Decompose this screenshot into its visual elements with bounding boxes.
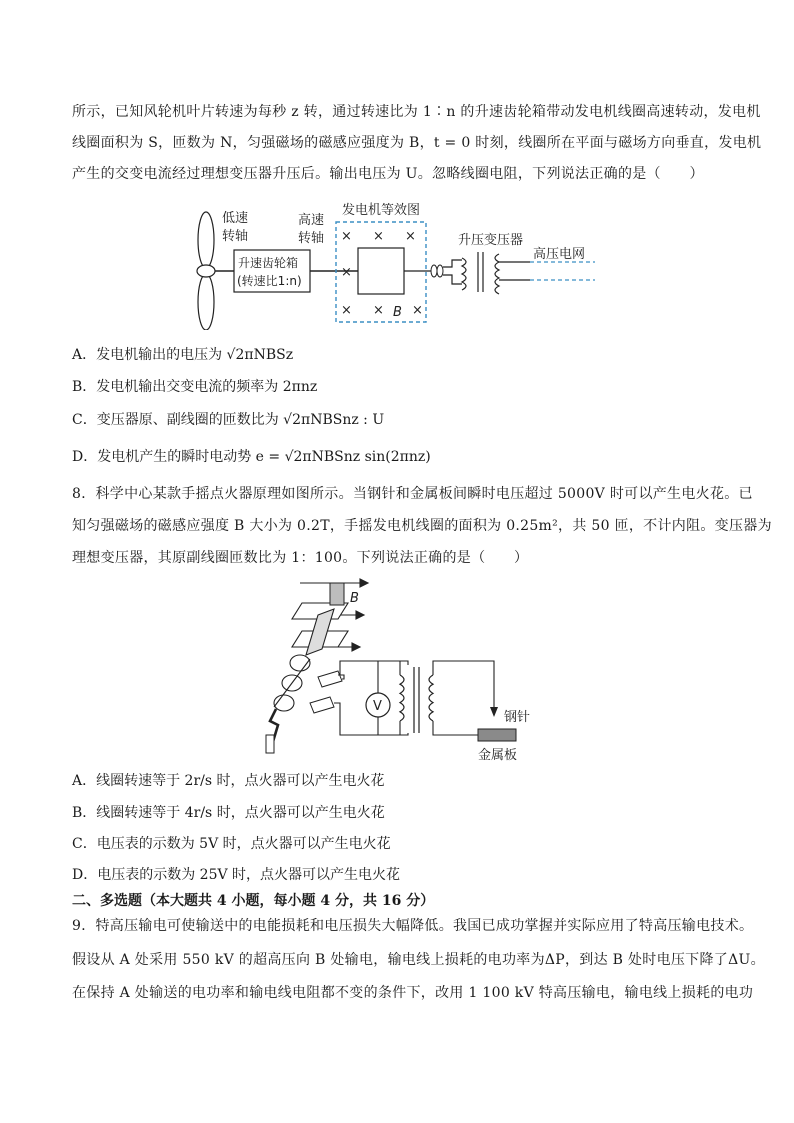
q8-stem-line-1: 8．科学中心某款手摇点火器原理如图所示。当钢针和金属板间瞬时电压超过 5000V 时可以产生电火花。已 <box>72 486 753 502</box>
field-arrow <box>352 643 360 651</box>
q7-stem-line-2: 线圈面积为 S，匝数为 N，匀强磁场的磁感应强度为 B，t = 0 时刻，线圈所在平面与磁场方向垂直，发电机 <box>72 135 762 151</box>
grid-wire-dashed <box>530 262 595 280</box>
q8-stem-line-2: 知匀强磁场的磁感应强度 B 大小为 0.2T，手摇发电机线圈的面积为 0.25m²，共 50 匝，不计内阻。变压器为 <box>72 518 772 534</box>
field-cross: × <box>412 303 423 318</box>
transformer-secondary-coil <box>429 675 433 721</box>
field-cross: × <box>373 229 384 244</box>
turbine-hub <box>197 265 215 277</box>
field-b-label: B <box>350 591 359 606</box>
metal-plate <box>478 729 516 741</box>
generator-title: 发电机等效图 <box>342 203 421 218</box>
secondary-wire <box>433 661 494 707</box>
q9-stem-line-2: 假设从 A 处采用 550 kV 的超高压向 B 处输电，输电线上损耗的电功率为ΔP，到达 B 处时电压下降了ΔU。 <box>72 952 765 968</box>
turbine-blade-top <box>198 212 214 268</box>
q8-option-a: A．线圈转速等于 2r/s 时，点火器可以产生电火花 <box>72 773 385 789</box>
turbine-blade-bottom <box>198 274 214 330</box>
voltmeter-label: V <box>373 699 382 714</box>
q8-option-b: B．线圈转速等于 4r/s 时，点火器可以产生电火花 <box>72 805 385 821</box>
brush <box>310 697 334 713</box>
low-speed-label-1: 低速 <box>222 211 249 226</box>
transformer-primary-coil <box>462 258 466 290</box>
coil-frame <box>330 583 344 605</box>
grid-wire <box>499 262 530 280</box>
q8-option-d: D．电压表的示数为 25V 时，点火器可以产生电火花 <box>72 867 401 883</box>
generator-output-wire <box>443 260 462 284</box>
q7-wind-generator-figure <box>190 200 610 330</box>
high-voltage-grid-label: 高压电网 <box>533 247 586 262</box>
q9-stem-line-3: 在保持 A 处输送的电功率和输电线电阻都不变的条件下，改用 1 100 kV 特高压输电，输电线上损耗的电功 <box>72 985 754 1001</box>
field-cross: × <box>405 229 416 244</box>
q8-igniter-figure <box>260 575 540 765</box>
high-speed-label-2: 转轴 <box>298 231 325 246</box>
secondary-wire <box>433 721 478 735</box>
transformer-primary-coil <box>400 675 404 721</box>
field-cross: × <box>341 265 352 280</box>
q8-stem-line-3: 理想变压器，其原副线圈匝数比为 1：100。下列说法正确的是（ ） <box>72 550 529 566</box>
metal-plate-label: 金属板 <box>478 748 518 763</box>
slip-ring <box>437 265 443 277</box>
q7-option-a: A．发电机输出的电压为 √2πNBSz <box>72 347 294 363</box>
q9-stem-line-1: 9．特高压输电可使输送中的电能损耗和电压损失大幅降低。我国已成功掌握并实际应用了特高压输电技术。 <box>72 918 754 934</box>
step-up-transformer-label: 升压变压器 <box>458 233 524 248</box>
q7-stem-line-1: 所示，已知风轮机叶片转速为每秒 z 转，通过转速比为 1∶n 的升速齿轮箱带动发电机线圈高速转动，发电机 <box>72 104 761 120</box>
circuit-wire <box>338 661 408 679</box>
q7-stem-line-3: 产生的交变电流经过理想变压器升压后。输出电压为 U。忽略线圈电阻，下列说法正确的是（ ） <box>72 166 704 182</box>
field-cross: × <box>341 229 352 244</box>
field-cross: × <box>341 303 352 318</box>
field-arrow <box>360 579 368 587</box>
high-speed-label-1: 高速 <box>298 213 325 228</box>
q7-option-d: D．发电机产生的瞬时电动势 e = √2πNBSnz sin(2πnz) <box>72 449 431 465</box>
slip-ring <box>431 265 437 277</box>
transformer-secondary-coil <box>495 254 499 294</box>
section-2-heading: 二、多选题（本大题共 4 小题，每小题 4 分，共 16 分） <box>72 893 435 909</box>
q7-option-c: C．变压器原、副线圈的匝数比为 √2πNBSnz : U <box>72 412 385 428</box>
steel-needle-label: 钢针 <box>504 710 531 725</box>
gearbox-label-1: 升速齿轮箱 <box>238 256 299 270</box>
field-cross: × <box>373 303 384 318</box>
field-b-label: B <box>393 305 402 320</box>
q7-option-b: B．发电机输出交变电流的频率为 2πnz <box>72 379 318 395</box>
q8-option-c: C．电压表的示数为 5V 时，点火器可以产生电火花 <box>72 836 391 852</box>
crank-grip <box>266 735 274 753</box>
generator-coil <box>358 248 404 294</box>
low-speed-label-2: 转轴 <box>222 229 249 244</box>
steel-needle-tip <box>490 707 498 717</box>
field-arrow <box>356 611 364 619</box>
brush <box>318 671 342 687</box>
gearbox-label-2: (转速比1:n) <box>237 274 302 288</box>
